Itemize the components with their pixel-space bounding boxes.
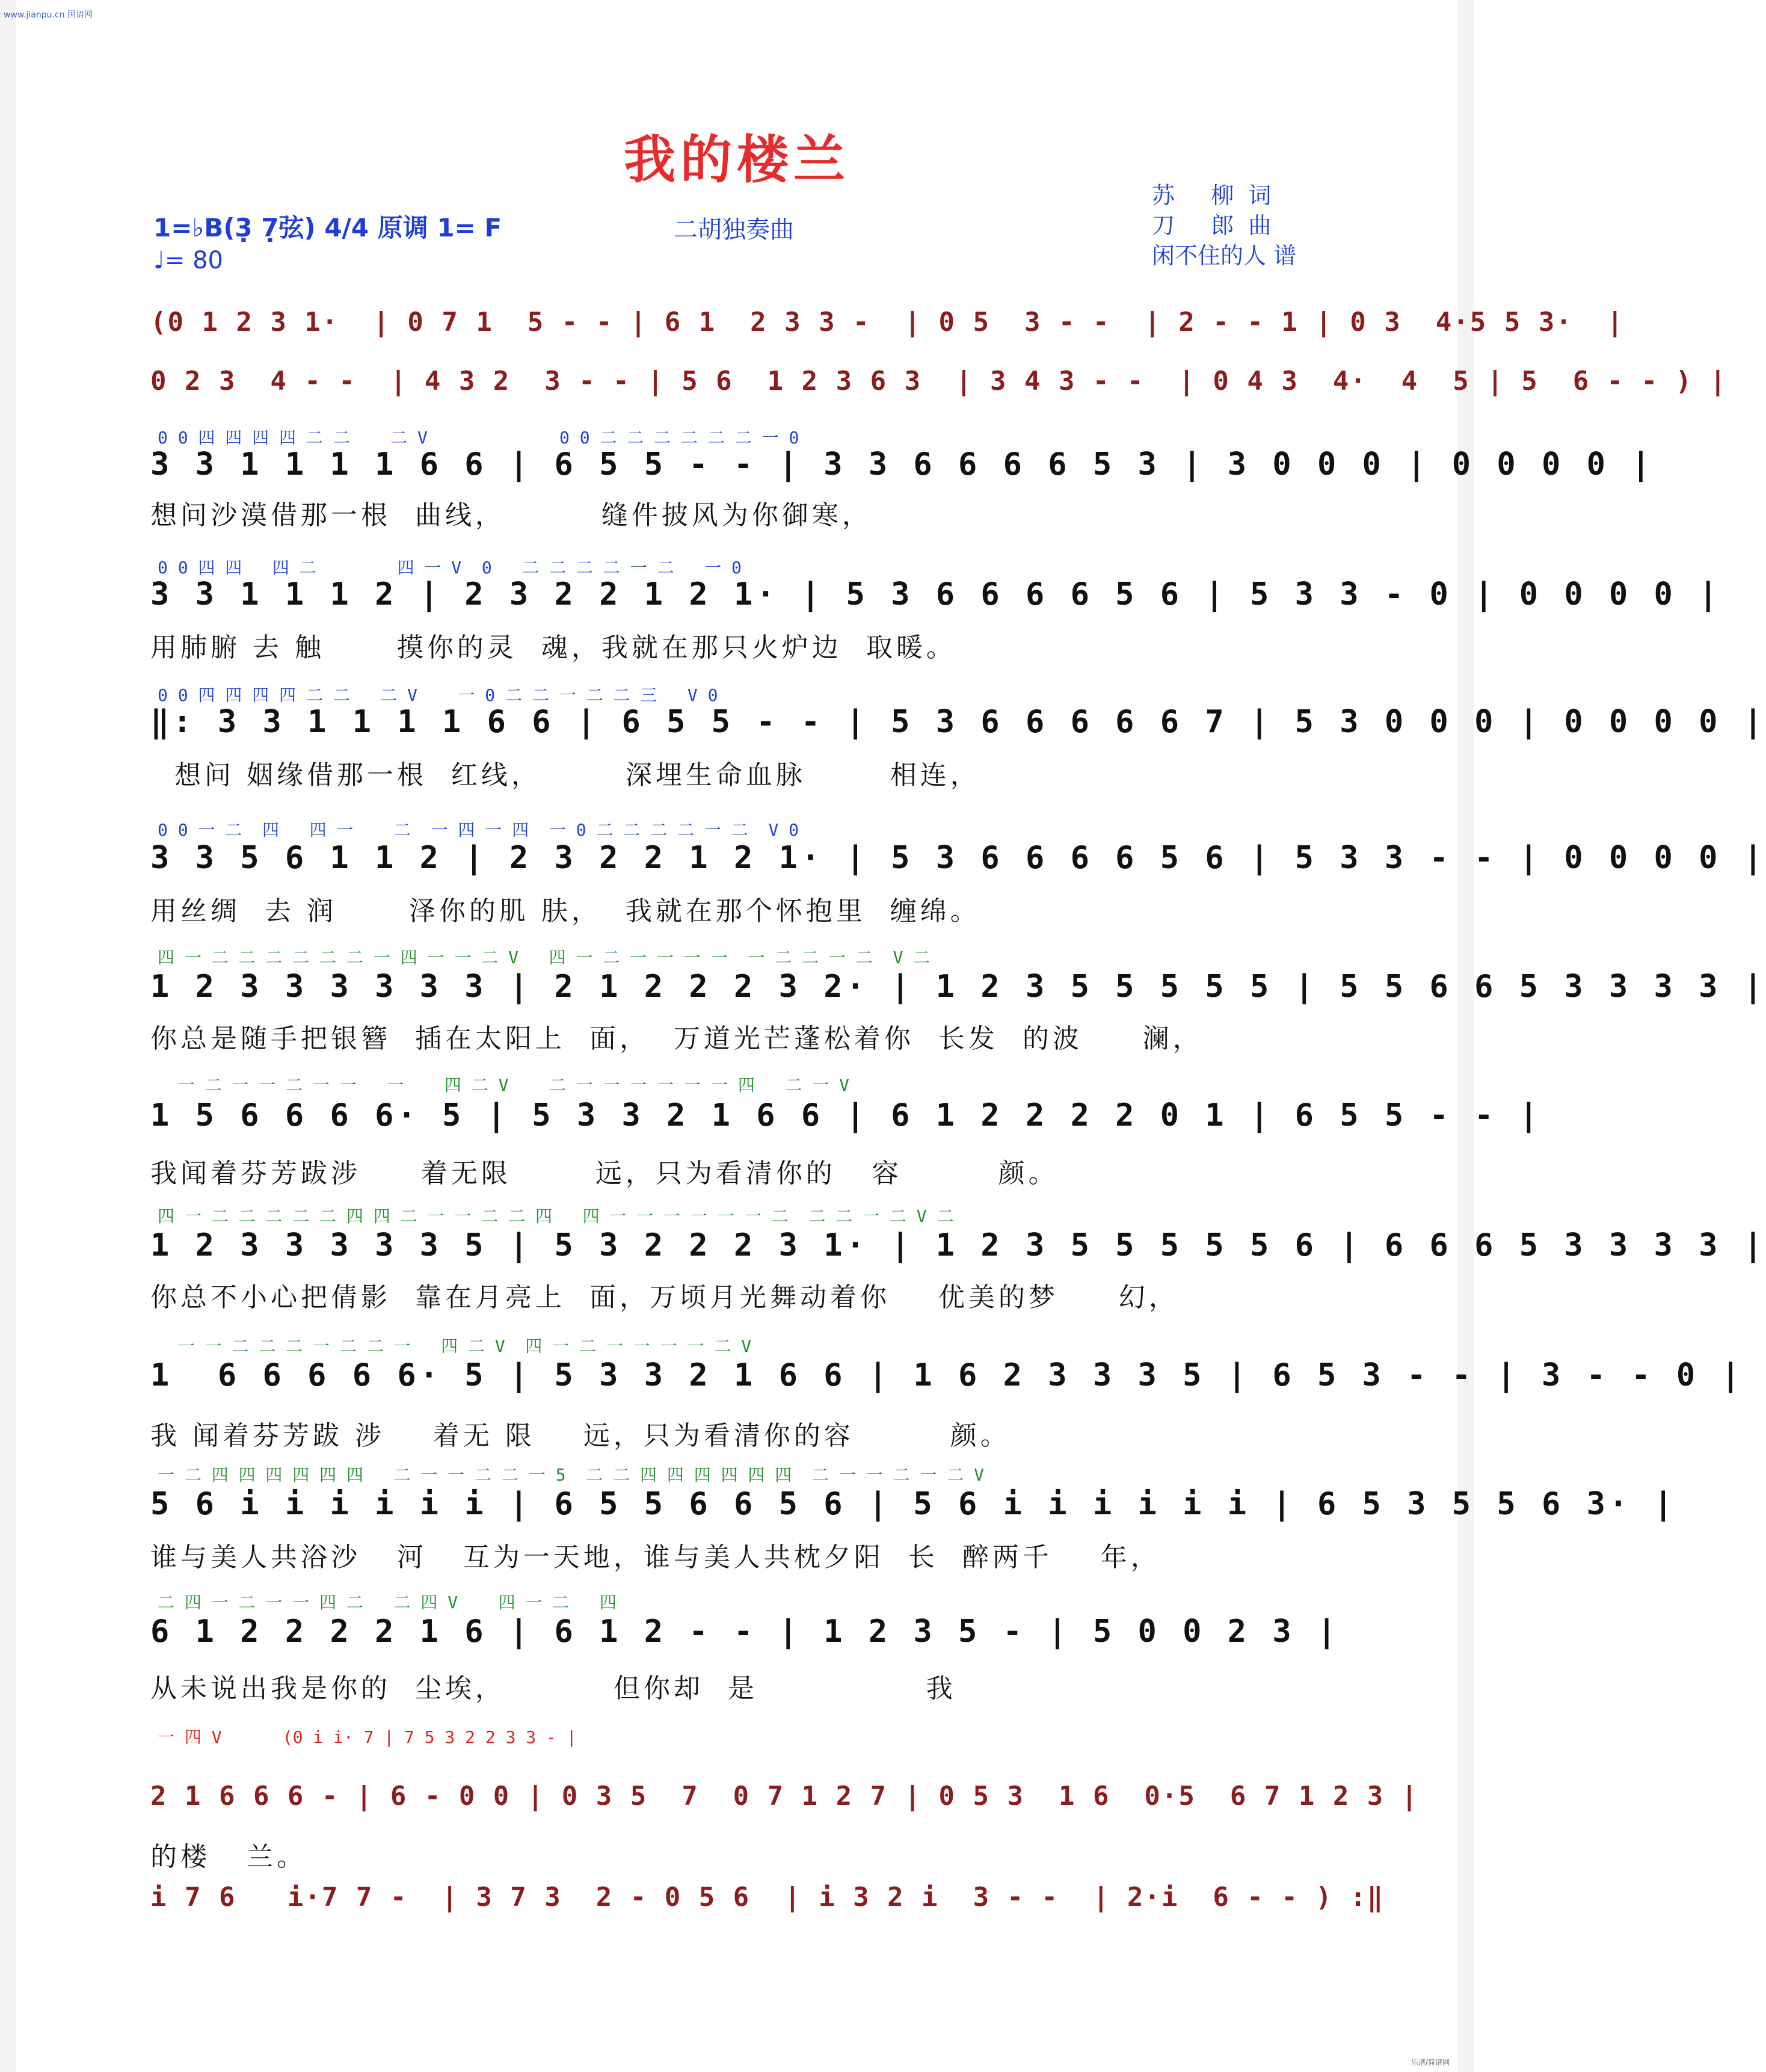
subtitle: 二胡独奏曲 — [674, 216, 794, 244]
notes-row: 1 2 3 3 3 3 3 5 | 5 3 2 2 2 3 1· | 1 2 3 5 5 5 5 5 6 | 6 6 6 5 3 3 3 3 | — [150, 1227, 1766, 1263]
lyric-row: 你总是随手把银簪 插在太阳上 面， 万道光芒蓬松着你 长发 的波 澜， — [150, 1023, 1203, 1054]
footer-watermark: 乐谱/简谱网 — [1411, 2058, 1450, 2067]
lyric-row: 想问沙漠借那一根 曲线， 缝件披风为你御寒， — [150, 500, 872, 531]
notes-row: 3 3 1 1 1 2 | 2 3 2 2 1 2 1· | 5 3 6 6 6 6 5 6 | 5 3 3 - 0 | 0 0 0 0 | — [150, 576, 1721, 612]
notes-row: ‖: 3 3 1 1 1 1 6 6 | 6 5 5 - - | 5 3 6 6 6 6 6 7 | 5 3 0 0 0 | 0 0 0 0 | — [150, 704, 1766, 740]
notes-row: 2 1 6 6 6 - | 6 - 0 0 | 0 3 5 7 0 7 1 2 7 | 0 5 3 1 6 0·5 6 7 1 2 3 | — [150, 1781, 1419, 1811]
intro-line-2: 0 2 3 4 - - | 4 3 2 3 - - | 5 6 1 2 3 6 3 | 3 4 3 - - | 0 4 3 4· 4 5 | 5 6 - - ) | — [150, 366, 1728, 396]
intro-line-1: (0 1 2 3 1· | 0 7 1 5 - - | 6 1 2 3 3 - | 0 5 3 - - | 2 - - 1 | 0 3 4·5 5 3· | — [150, 307, 1625, 338]
lyric-row: 想问 姻缘借那一根 红线， 深埋生命血脉 相连， — [150, 760, 980, 791]
fingering-text: 四 一 二 二 二 二 二 二 一 四 一 一 二 V 四 一 二 一 一 一 一 一 二 二 一 二 V 二 — [158, 948, 931, 967]
left-margin-strip — [0, 0, 16, 2072]
fingering-text: 一 一 二 二 二 一 二 二 一 四 二 V 四 一 二 一 一 一 一 二 V — [158, 1336, 752, 1356]
fingering-text: 0 0 四 四 四 四 二 二 二 V 0 0 二 二 二 二 二 二 一 0 — [158, 428, 799, 448]
fingering-row — [158, 945, 930, 969]
fingering-row — [158, 425, 799, 449]
lyric-row: 我 闻着芬芳跋 涉 着无 限 远，只为看清你的容 颜。 — [150, 1420, 1011, 1451]
site-watermark: www.jianpu.cn 国语网 — [4, 10, 93, 20]
fingering-text: 一 四 V (0 i i· 7 | 7 5 3 2 2 3 3 - | — [158, 1727, 577, 1747]
fingering-text: 四 一 二 二 二 二 二 四 四 二 一 一 二 二 四 四 一 一 一 一 一 一 二 二 二 一 二 V 二 — [158, 1206, 954, 1226]
fingering-row — [158, 1072, 849, 1096]
lyric-row: 的楼 兰。 — [150, 1842, 307, 1872]
transcriber-credit: 闲不住的人 谱 — [1152, 242, 1297, 269]
lyric-row: 我闻着芬芳跋涉 着无限 远，只为看清你的 容 颜。 — [150, 1158, 1059, 1189]
fingering-text: 二 四 一 二 一 一 四 二 二 四 V 四 一 二 四 — [158, 1593, 617, 1612]
key-signature: 1=♭B(3̣ 7̣弦) 4/4 原调 1= F — [153, 213, 502, 242]
song-title: 我的楼兰 — [624, 129, 850, 190]
notes-row: 5 6 i i i i i i | 6 5 5 6 6 5 6 | 5 6 i i i i i i | 6 5 3 5 5 6 3· | — [150, 1486, 1676, 1522]
fingering-text: 一 二 四 四 四 四 四 四 二 一 一 二 二 一 5 二 二 四 四 四 四 四 四 二 一 一 二 一 二 V — [158, 1465, 985, 1485]
lyric-row: 用肺腑 去 触 摸你的灵 魂，我就在那只火炉边 取暖。 — [150, 632, 956, 663]
notes-row: 1 2 3 3 3 3 3 3 | 2 1 2 2 2 3 2· | 1 2 3 5 5 5 5 5 | 5 5 6 6 5 3 3 3 3 | — [150, 969, 1766, 1005]
fingering-row — [158, 682, 718, 706]
lyric-row: 你总不小心把倩影 靠在月亮上 面，万顷月光舞动着你 优美的梦 幻， — [150, 1282, 1179, 1313]
composer-credit: 刀 郎 曲 — [1152, 212, 1272, 239]
fingering-text: 0 0 四 四 四 四 二 二 二 V 一 0 二 二 一 二 二 三 V 0 — [158, 685, 718, 705]
lyric-row: 谁与美人共浴沙 河 互为一天地，谁与美人共枕夕阳 长 醉两千 年， — [150, 1542, 1161, 1573]
notes-row: 3 3 5 6 1 1 2 | 2 3 2 2 1 2 1· | 5 3 6 6 6 6 5 6 | 5 3 3 - - | 0 0 0 0 | — [150, 840, 1766, 876]
notes-row: 6 1 2 2 2 2 1 6 | 6 1 2 - - | 1 2 3 5 - | 5 0 0 2 3 | — [150, 1614, 1340, 1650]
outro-line: i 7 6 i·7 7 - | 3 7 3 2 - 0 5 6 | i 3 2 i 3 - - | 2·i 6 - - ) :‖ — [150, 1882, 1385, 1913]
fingering-row — [158, 1462, 984, 1486]
fingering-text: 一 二 一 一 二 一 一 一 四 二 V 二 一 一 一 一 一 一 四 二 一 V — [158, 1075, 850, 1095]
credits — [1152, 180, 1296, 271]
notes-row: 1 5 6 6 6 6· 5 | 5 3 3 2 1 6 6 | 6 1 2 2 2 2 0 1 | 6 5 5 - - | — [150, 1097, 1542, 1133]
notes-row: 1 6 6 6 6 6· 5 | 5 3 3 2 1 6 6 | 1 6 2 3 3 3 5 | 6 5 3 - - | 3 - - 0 | — [150, 1357, 1744, 1393]
lyric-row: 用丝绸 去 润 泽你的肌 肤， 我就在那个怀抱里 缠绵。 — [150, 896, 980, 927]
fingering-row — [158, 1589, 617, 1614]
fingering-text: 0 0 四 四 四 二 四 一 V 0 二 二 二 二 一 二 一 0 — [158, 558, 742, 578]
fingering-text: 0 0 一 二 四 四 一 二 一 四 一 四 一 0 二 二 二 二 一 二 V 0 — [158, 820, 799, 840]
lyric-row: 从未说出我是你的 尘埃， 但你却 是 我 — [150, 1673, 956, 1704]
tempo-marking: ♩= 80 — [153, 247, 223, 274]
fingering-row — [158, 1203, 953, 1227]
fingering-row — [158, 1333, 751, 1357]
fingering-row — [158, 817, 799, 841]
notes-row: 3 3 1 1 1 1 6 6 | 6 5 5 - - | 3 3 6 6 6 6 5 3 | 3 0 0 0 | 0 0 0 0 | — [150, 446, 1654, 483]
fingering-row — [158, 555, 742, 579]
lyricist-credit: 苏 柳 词 — [1152, 182, 1272, 209]
fingering-row — [158, 1724, 577, 1748]
